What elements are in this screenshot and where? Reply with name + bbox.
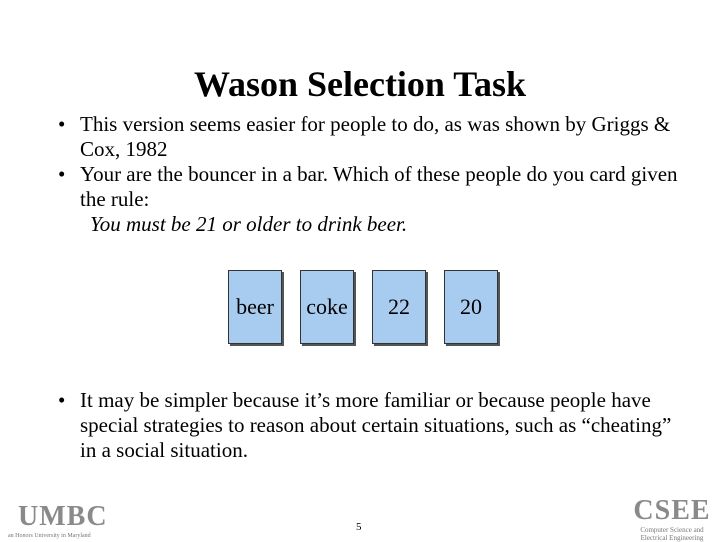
bullet-list-top (58, 112, 678, 237)
umbc-logo (8, 502, 128, 540)
card-beer: beer (228, 270, 282, 344)
bullet-text: Your are the bouncer in a bar. Which of these people do you card given the rule: (80, 162, 678, 211)
card-22: 22 (372, 270, 426, 344)
bullet-icon: • (58, 162, 66, 186)
umbc-logo-subtitle: an Honors University in Maryland (8, 533, 91, 539)
card-coke: coke (300, 270, 354, 344)
card-20: 20 (444, 270, 498, 344)
bullet-item (58, 112, 678, 162)
slide-title: Wason Selection Task (193, 64, 527, 104)
card-row (228, 270, 500, 346)
csee-logo-text: CSEE (633, 495, 711, 526)
bullet-item (58, 162, 678, 212)
bullet-icon: • (58, 388, 66, 412)
csee-logo (630, 496, 714, 542)
page-number: 5 (356, 521, 362, 533)
bullet-icon: • (58, 112, 66, 136)
csee-logo-subtitle-1: Computer Science and (640, 526, 704, 534)
csee-logo-subtitle-2: Electrical Engineering (640, 534, 704, 542)
bullet-text: It may be simpler because it’s more familiar or because people have special strategies to reason about certain situations, such as “cheating” in a social situation. (80, 388, 672, 462)
bullet-text: This version seems easier for people to do, as was shown by Griggs & Cox, 1982 (80, 112, 671, 161)
bullet-list-bottom (58, 388, 678, 463)
bullet-item (58, 388, 678, 463)
rule-text: You must be 21 or older to drink beer. (90, 212, 408, 236)
umbc-logo-text: UMBC (18, 501, 108, 532)
